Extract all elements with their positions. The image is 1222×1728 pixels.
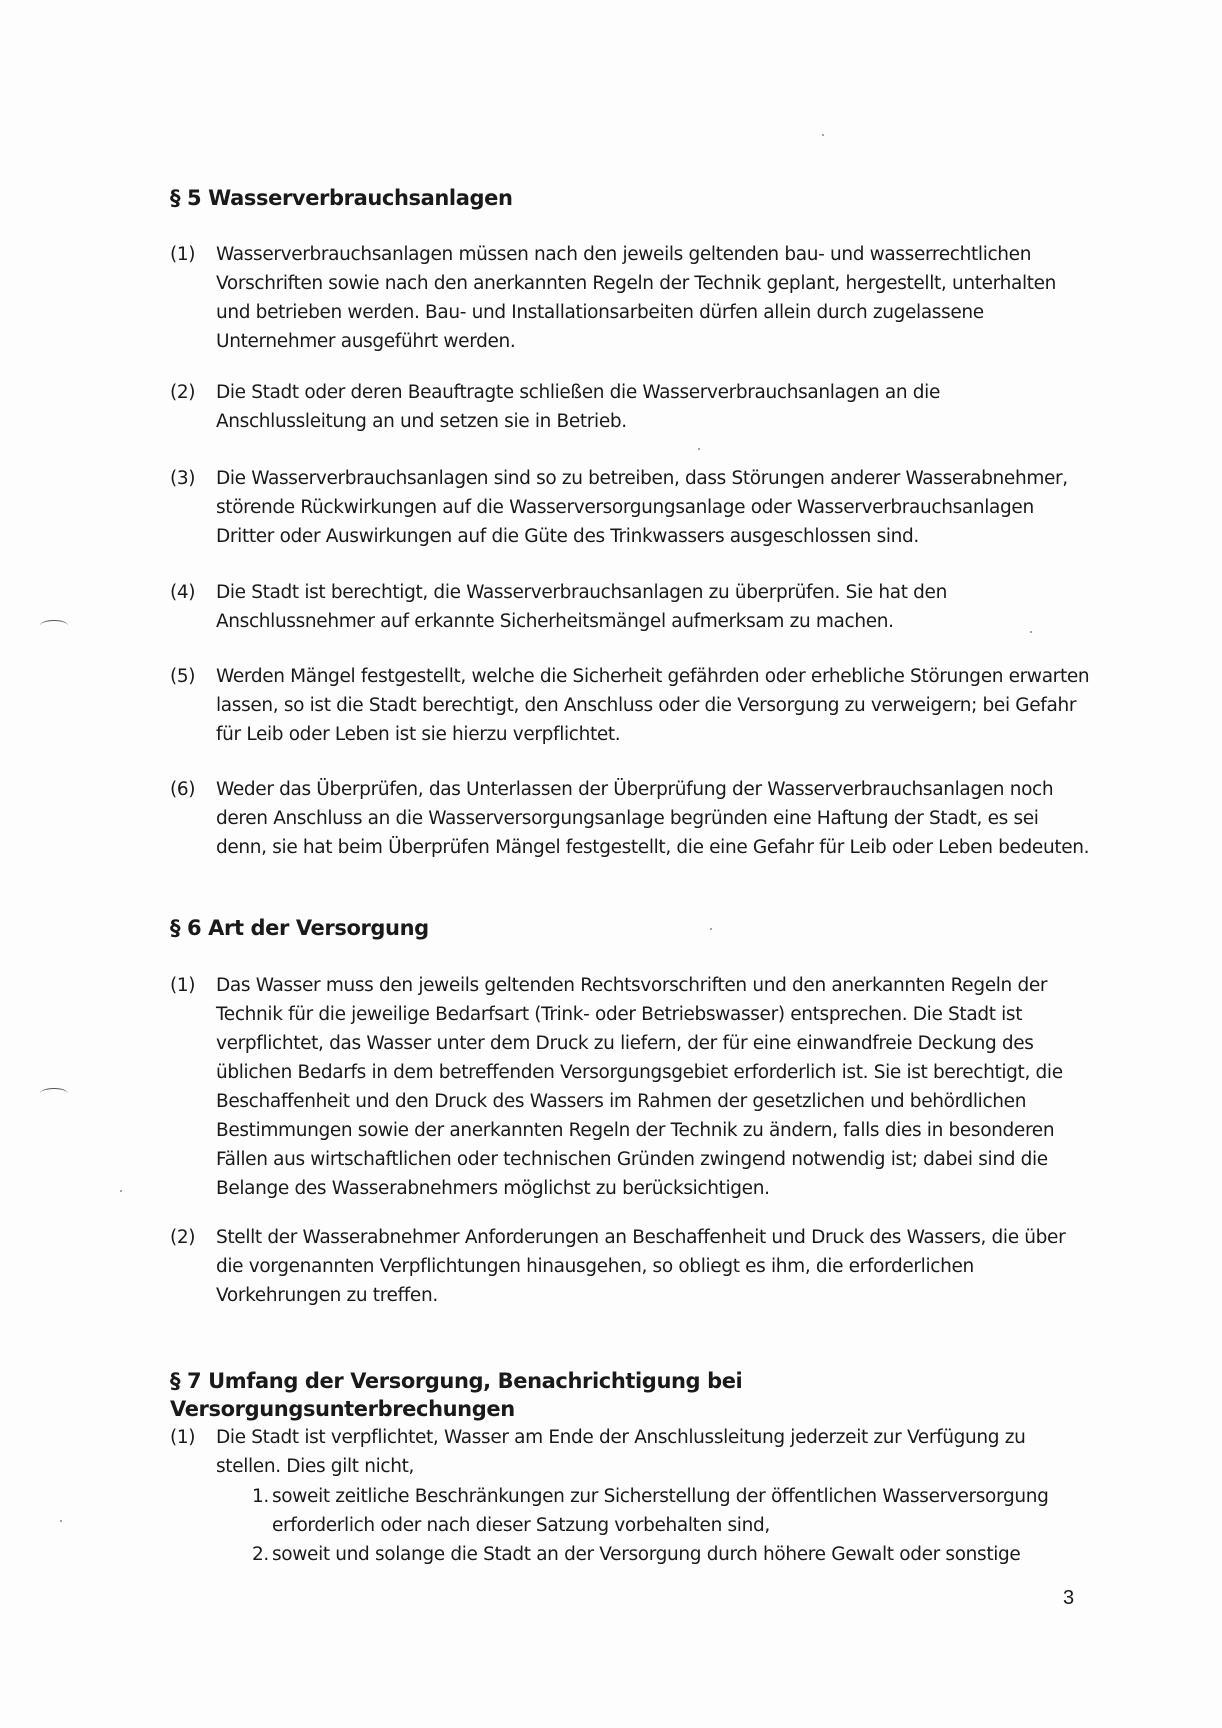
paragraph-text: Die Stadt oder deren Beauftragte schließen die Wasserverbrauchsanlagen an die Anschlussleitung an und setzen sie in Betrieb.: [216, 382, 940, 432]
punch-hole-mark: [40, 1088, 68, 1099]
paragraph-text: Stellt der Wasserabnehmer Anforderungen an Beschaffenheit und Druck des Wassers, die über die vorgenannten Verpflichtungen hinausgehen, so obliegt es ihm, die erforderlichen Vorkehrungen zu treffen.: [216, 1227, 1066, 1306]
section-7: [170, 1367, 1090, 1423]
scan-speck: [60, 1520, 62, 1522]
paragraph-number: (1): [170, 244, 196, 265]
section-5-paragraph-2: [170, 378, 1090, 436]
paragraph-text: Die Wasserverbrauchsanlagen sind so zu betreiben, dass Störungen anderer Wasserabnehmer, störende Rückwirkungen auf die Wasserversorgungsanlage oder Wasserverbrauchsanlagen Dritter oder Auswirkungen auf die Güte des Trinkwassers ausgeschlossen sind.: [216, 468, 1068, 547]
scan-speck: [698, 448, 700, 450]
section-6-paragraph-1: [170, 971, 1090, 1203]
section-7-paragraph-1: [170, 1423, 1090, 1481]
list-number: 2.: [252, 1544, 269, 1565]
paragraph-number: (1): [170, 975, 196, 996]
paragraph-number: (2): [170, 1227, 196, 1248]
section-5-paragraph-3: [170, 464, 1090, 551]
section-5-paragraph-4: [170, 578, 1090, 636]
section-5-paragraph-1: [170, 240, 1090, 356]
paragraph-number: (2): [170, 382, 196, 403]
list-number: 1.: [252, 1486, 269, 1507]
paragraph-text: Das Wasser muss den jeweils geltenden Rechtsvorschriften und den anerkannten Regeln der Technik für die jeweilige Bedarfsart (Trink- oder Betriebswasser) entsprechen. Die Stadt ist verpflichtet, das Wasser unter dem Druck zu liefern, der für eine einwandfreie Deckung des üblichen Bedarfs in dem betreffenden Versorgungsgebiet erforderlich ist. Sie ist berechtigt, die Beschaffenheit und den Druck des Wassers im Rahmen der gesetzlichen und behördlichen Bestimmungen sowie der anerkannten Regeln der Technik zu ändern, falls dies in besonderen Fällen aus wirtschaftlichen oder technischen Gründen zwingend notwendig ist; dabei sind die Belange des Wasserabnehmers möglichst zu berücksichtigen.: [216, 975, 1063, 1199]
punch-hole-mark: [40, 620, 68, 631]
paragraph-text: Die Stadt ist verpflichtet, Wasser am Ende der Anschlussleitung jederzeit zur Verfügung zu stellen. Dies gilt nicht,: [216, 1427, 1026, 1477]
paragraph-number: (1): [170, 1427, 196, 1448]
section-6-paragraph-2: [170, 1223, 1090, 1310]
paragraph-text: Weder das Überprüfen, das Unterlassen der Überprüfung der Wasserverbrauchsanlagen noch deren Anschluss an die Wasserversorgungsanlage begründen eine Haftung der Stadt, es sei denn, sie hat beim Überprüfen Mängel festgestellt, die eine Gefahr für Leib oder Leben bedeuten.: [216, 779, 1090, 858]
section-heading: § 6 Art der Versorgung: [170, 916, 429, 940]
paragraph-number: (5): [170, 666, 196, 687]
scan-speck: [120, 1190, 122, 1192]
paragraph-number: (6): [170, 779, 196, 800]
paragraph-number: (3): [170, 468, 196, 489]
scan-speck: [1030, 631, 1032, 633]
paragraph-text: Wasserverbrauchsanlagen müssen nach den jeweils geltenden bau- und wasserrechtlichen Vorschriften sowie nach den anerkannten Regeln der Technik geplant, hergestellt, unterhalten und betrieben werden. Bau- und Installationsarbeiten dürfen allein durch zugelassene Unternehmer ausgeführt werden.: [216, 244, 1057, 352]
list-text: soweit und solange die Stadt an der Versorgung durch höhere Gewalt oder sonstige: [272, 1544, 1021, 1565]
section-6: [170, 914, 1090, 942]
paragraph-text: Werden Mängel festgestellt, welche die Sicherheit gefährden oder erhebliche Störungen erwarten lassen, so ist die Stadt berechtigt, den Anschluss oder die Versorgung zu verweigern; bei Gefahr für Leib oder Leben ist sie hierzu verpflichtet.: [216, 666, 1090, 745]
section-5-paragraph-6: [170, 775, 1090, 862]
paragraph-number: (4): [170, 582, 196, 603]
scan-speck: [710, 928, 712, 930]
scan-speck: [822, 134, 824, 136]
section-heading: § 7 Umfang der Versorgung, Benachrichtigung bei Versorgungsunterbrechungen: [170, 1369, 743, 1421]
section-5-paragraph-5: [170, 662, 1090, 749]
page-number: 3: [1063, 1587, 1075, 1609]
section-7-list-item-1: [170, 1482, 1090, 1540]
paragraph-text: Die Stadt ist berechtigt, die Wasserverbrauchsanlagen zu überprüfen. Sie hat den Anschlussnehmer auf erkannte Sicherheitsmängel aufmerksam zu machen.: [216, 582, 947, 632]
section-5: [170, 184, 1090, 212]
list-text: soweit zeitliche Beschränkungen zur Sicherstellung der öffentlichen Wasserversorgung erforderlich oder nach dieser Satzung vorbehalten sind,: [272, 1486, 1049, 1536]
section-heading: § 5 Wasserverbrauchsanlagen: [170, 186, 513, 210]
section-7-list-item-2: [170, 1540, 1090, 1569]
